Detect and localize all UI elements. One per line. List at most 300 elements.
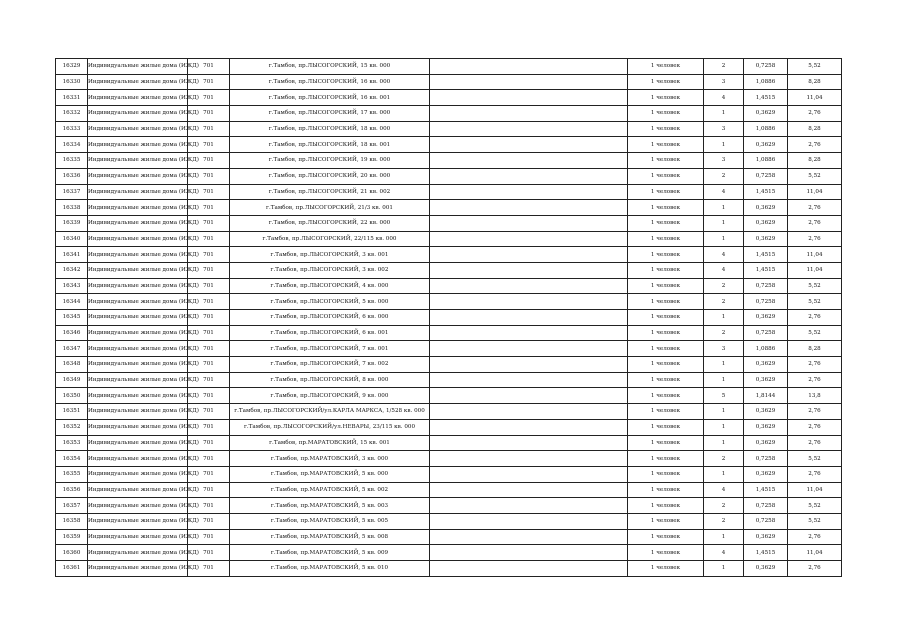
address-cell: г.Тамбов, пр.МАРАТОВСКИЙ, 5 кв. 009 xyxy=(230,545,430,561)
table-row xyxy=(56,466,842,482)
unit-cell: 1 человек xyxy=(628,435,704,451)
housing-type-cell: Индивидуальные жилые дома (ИЖД) xyxy=(88,482,188,498)
housing-type-cell: Индивидуальные жилые дома (ИЖД) xyxy=(88,262,188,278)
norm-volume-cell: 0,7258 xyxy=(744,294,788,310)
total-cell: 11,04 xyxy=(788,90,842,106)
unit-cell: 1 человек xyxy=(628,59,704,75)
row-id-cell: 16356 xyxy=(56,482,88,498)
blank-cell xyxy=(430,513,628,529)
address-cell: г.Тамбов, пр.МАРАТОВСКИЙ, 5 кв. 008 xyxy=(230,529,430,545)
address-cell: г.Тамбов, пр.МАРАТОВСКИЙ, 5 кв. 000 xyxy=(230,466,430,482)
total-cell: 2,76 xyxy=(788,529,842,545)
norm-volume-cell: 0,7258 xyxy=(744,278,788,294)
housing-type-cell: Индивидуальные жилые дома (ИЖД) xyxy=(88,466,188,482)
row-id-cell: 16348 xyxy=(56,357,88,373)
blank-cell xyxy=(430,153,628,169)
table-row xyxy=(56,168,842,184)
resident-count-cell: 5 xyxy=(704,388,744,404)
housing-type-cell: Индивидуальные жилые дома (ИЖД) xyxy=(88,310,188,326)
resident-count-cell: 3 xyxy=(704,74,744,90)
total-cell: 2,76 xyxy=(788,215,842,231)
total-cell: 2,76 xyxy=(788,372,842,388)
address-cell: г.Тамбов, пр.ЛЫСОГОРСКИЙ, 7 кв. 001 xyxy=(230,341,430,357)
address-cell: г.Тамбов, пр.ЛЫСОГОРСКИЙ, 19 кв. 000 xyxy=(230,153,430,169)
address-cell: г.Тамбов, пр.МАРАТОВСКИЙ, 3 кв. 000 xyxy=(230,451,430,467)
service-code-cell: 701 xyxy=(188,215,230,231)
blank-cell xyxy=(430,357,628,373)
unit-cell: 1 человек xyxy=(628,372,704,388)
norm-volume-cell: 1,4515 xyxy=(744,545,788,561)
housing-type-cell: Индивидуальные жилые дома (ИЖД) xyxy=(88,231,188,247)
address-cell: г.Тамбов, пр.ЛЫСОГОРСКИЙ, 18 кв. 001 xyxy=(230,137,430,153)
address-cell: г.Тамбов, пр.ЛЫСОГОРСКИЙ/ул.НЕВАРЫ, 23/115 кв. 000 xyxy=(230,419,430,435)
blank-cell xyxy=(430,247,628,263)
address-cell: г.Тамбов, пр.ЛЫСОГОРСКИЙ, 6 кв. 000 xyxy=(230,310,430,326)
housing-type-cell: Индивидуальные жилые дома (ИЖД) xyxy=(88,357,188,373)
resident-count-cell: 4 xyxy=(704,545,744,561)
address-cell: г.Тамбов, пр.ЛЫСОГОРСКИЙ, 17 кв. 000 xyxy=(230,106,430,122)
address-cell: г.Тамбов, пр.ЛЫСОГОРСКИЙ, 7 кв. 002 xyxy=(230,357,430,373)
service-code-cell: 701 xyxy=(188,435,230,451)
address-cell: г.Тамбов, пр.ЛЫСОГОРСКИЙ, 21/3 кв. 001 xyxy=(230,200,430,216)
service-code-cell: 701 xyxy=(188,529,230,545)
resident-count-cell: 1 xyxy=(704,215,744,231)
service-code-cell: 701 xyxy=(188,106,230,122)
row-id-cell: 16353 xyxy=(56,435,88,451)
unit-cell: 1 человек xyxy=(628,106,704,122)
unit-cell: 1 человек xyxy=(628,168,704,184)
resident-count-cell: 2 xyxy=(704,59,744,75)
housing-type-cell: Индивидуальные жилые дома (ИЖД) xyxy=(88,106,188,122)
resident-count-cell: 1 xyxy=(704,435,744,451)
table-row xyxy=(56,153,842,169)
resident-count-cell: 4 xyxy=(704,184,744,200)
housing-type-cell: Индивидуальные жилые дома (ИЖД) xyxy=(88,561,188,577)
total-cell: 5,52 xyxy=(788,59,842,75)
housing-type-cell: Индивидуальные жилые дома (ИЖД) xyxy=(88,215,188,231)
total-cell: 8,28 xyxy=(788,153,842,169)
address-cell: г.Тамбов, пр.ЛЫСОГОРСКИЙ, 3 кв. 002 xyxy=(230,262,430,278)
norm-volume-cell: 1,4515 xyxy=(744,90,788,106)
service-code-cell: 701 xyxy=(188,168,230,184)
table-row xyxy=(56,482,842,498)
blank-cell xyxy=(430,372,628,388)
service-code-cell: 701 xyxy=(188,466,230,482)
unit-cell: 1 человек xyxy=(628,482,704,498)
total-cell: 2,76 xyxy=(788,419,842,435)
total-cell: 2,76 xyxy=(788,466,842,482)
blank-cell xyxy=(430,278,628,294)
unit-cell: 1 человек xyxy=(628,278,704,294)
total-cell: 2,76 xyxy=(788,435,842,451)
row-id-cell: 16357 xyxy=(56,498,88,514)
housing-type-cell: Индивидуальные жилые дома (ИЖД) xyxy=(88,121,188,137)
address-cell: г.Тамбов, пр.МАРАТОВСКИЙ, 5 кв. 003 xyxy=(230,498,430,514)
blank-cell xyxy=(430,137,628,153)
table-row xyxy=(56,372,842,388)
service-code-cell: 701 xyxy=(188,74,230,90)
table-row xyxy=(56,341,842,357)
norm-volume-cell: 0,3629 xyxy=(744,419,788,435)
norm-volume-cell: 0,3629 xyxy=(744,561,788,577)
unit-cell: 1 человек xyxy=(628,262,704,278)
row-id-cell: 16360 xyxy=(56,545,88,561)
blank-cell xyxy=(430,168,628,184)
total-cell: 2,76 xyxy=(788,310,842,326)
housing-type-cell: Индивидуальные жилые дома (ИЖД) xyxy=(88,498,188,514)
service-code-cell: 701 xyxy=(188,310,230,326)
housing-type-cell: Индивидуальные жилые дома (ИЖД) xyxy=(88,153,188,169)
resident-count-cell: 1 xyxy=(704,231,744,247)
housing-type-cell: Индивидуальные жилые дома (ИЖД) xyxy=(88,545,188,561)
service-code-cell: 701 xyxy=(188,513,230,529)
table-row xyxy=(56,106,842,122)
row-id-cell: 16332 xyxy=(56,106,88,122)
norm-volume-cell: 0,3629 xyxy=(744,404,788,420)
resident-count-cell: 1 xyxy=(704,357,744,373)
table-row xyxy=(56,310,842,326)
service-code-cell: 701 xyxy=(188,137,230,153)
norm-volume-cell: 1,8144 xyxy=(744,388,788,404)
norm-volume-cell: 0,3629 xyxy=(744,357,788,373)
unit-cell: 1 человек xyxy=(628,325,704,341)
total-cell: 2,76 xyxy=(788,357,842,373)
row-id-cell: 16349 xyxy=(56,372,88,388)
table-row xyxy=(56,451,842,467)
total-cell: 5,52 xyxy=(788,451,842,467)
row-id-cell: 16344 xyxy=(56,294,88,310)
row-id-cell: 16334 xyxy=(56,137,88,153)
housing-type-cell: Индивидуальные жилые дома (ИЖД) xyxy=(88,200,188,216)
unit-cell: 1 человек xyxy=(628,419,704,435)
row-id-cell: 16338 xyxy=(56,200,88,216)
norm-volume-cell: 0,3629 xyxy=(744,466,788,482)
norm-volume-cell: 1,0886 xyxy=(744,153,788,169)
address-cell: г.Тамбов, пр.ЛЫСОГОРСКИЙ, 16 кв. 001 xyxy=(230,90,430,106)
resident-count-cell: 1 xyxy=(704,529,744,545)
unit-cell: 1 человек xyxy=(628,388,704,404)
unit-cell: 1 человек xyxy=(628,215,704,231)
norm-volume-cell: 1,0886 xyxy=(744,121,788,137)
resident-count-cell: 1 xyxy=(704,106,744,122)
blank-cell xyxy=(430,231,628,247)
blank-cell xyxy=(430,325,628,341)
row-id-cell: 16336 xyxy=(56,168,88,184)
table-row xyxy=(56,357,842,373)
resident-count-cell: 3 xyxy=(704,341,744,357)
housing-type-cell: Индивидуальные жилые дома (ИЖД) xyxy=(88,168,188,184)
service-code-cell: 701 xyxy=(188,419,230,435)
row-id-cell: 16342 xyxy=(56,262,88,278)
norm-volume-cell: 0,3629 xyxy=(744,310,788,326)
row-id-cell: 16341 xyxy=(56,247,88,263)
norm-volume-cell: 1,4515 xyxy=(744,184,788,200)
unit-cell: 1 человек xyxy=(628,498,704,514)
housing-type-cell: Индивидуальные жилые дома (ИЖД) xyxy=(88,513,188,529)
table-row xyxy=(56,561,842,577)
total-cell: 8,28 xyxy=(788,341,842,357)
row-id-cell: 16339 xyxy=(56,215,88,231)
unit-cell: 1 человек xyxy=(628,513,704,529)
table-row xyxy=(56,388,842,404)
total-cell: 5,52 xyxy=(788,325,842,341)
housing-type-cell: Индивидуальные жилые дома (ИЖД) xyxy=(88,137,188,153)
address-cell: г.Тамбов, пр.ЛЫСОГОРСКИЙ, 22 кв. 000 xyxy=(230,215,430,231)
blank-cell xyxy=(430,200,628,216)
housing-type-cell: Индивидуальные жилые дома (ИЖД) xyxy=(88,435,188,451)
address-cell: г.Тамбов, пр.ЛЫСОГОРСКИЙ, 16 кв. 000 xyxy=(230,74,430,90)
row-id-cell: 16351 xyxy=(56,404,88,420)
service-code-cell: 701 xyxy=(188,121,230,137)
blank-cell xyxy=(430,90,628,106)
row-id-cell: 16361 xyxy=(56,561,88,577)
blank-cell xyxy=(430,435,628,451)
resident-count-cell: 1 xyxy=(704,372,744,388)
total-cell: 2,76 xyxy=(788,561,842,577)
address-cell: г.Тамбов, пр.ЛЫСОГОРСКИЙ, 3 кв. 001 xyxy=(230,247,430,263)
norm-volume-cell: 0,7258 xyxy=(744,168,788,184)
blank-cell xyxy=(430,498,628,514)
row-id-cell: 16359 xyxy=(56,529,88,545)
norm-volume-cell: 1,4515 xyxy=(744,262,788,278)
row-id-cell: 16346 xyxy=(56,325,88,341)
service-code-cell: 701 xyxy=(188,59,230,75)
row-id-cell: 16343 xyxy=(56,278,88,294)
service-code-cell: 701 xyxy=(188,247,230,263)
blank-cell xyxy=(430,74,628,90)
total-cell: 8,28 xyxy=(788,121,842,137)
housing-type-cell: Индивидуальные жилые дома (ИЖД) xyxy=(88,278,188,294)
blank-cell xyxy=(430,121,628,137)
housing-type-cell: Индивидуальные жилые дома (ИЖД) xyxy=(88,247,188,263)
service-code-cell: 701 xyxy=(188,372,230,388)
row-id-cell: 16352 xyxy=(56,419,88,435)
resident-count-cell: 3 xyxy=(704,153,744,169)
housing-type-cell: Индивидуальные жилые дома (ИЖД) xyxy=(88,184,188,200)
blank-cell xyxy=(430,482,628,498)
service-code-cell: 701 xyxy=(188,153,230,169)
total-cell: 13,8 xyxy=(788,388,842,404)
service-code-cell: 701 xyxy=(188,404,230,420)
service-code-cell: 701 xyxy=(188,561,230,577)
resident-count-cell: 1 xyxy=(704,466,744,482)
housing-type-cell: Индивидуальные жилые дома (ИЖД) xyxy=(88,90,188,106)
total-cell: 2,76 xyxy=(788,106,842,122)
norm-volume-cell: 0,3629 xyxy=(744,529,788,545)
address-cell: г.Тамбов, пр.ЛЫСОГОРСКИЙ, 15 кв. 000 xyxy=(230,59,430,75)
blank-cell xyxy=(430,419,628,435)
table-row xyxy=(56,231,842,247)
service-code-cell: 701 xyxy=(188,341,230,357)
blank-cell xyxy=(430,388,628,404)
total-cell: 2,76 xyxy=(788,231,842,247)
blank-cell xyxy=(430,451,628,467)
housing-type-cell: Индивидуальные жилые дома (ИЖД) xyxy=(88,294,188,310)
service-code-cell: 701 xyxy=(188,357,230,373)
total-cell: 11,04 xyxy=(788,482,842,498)
unit-cell: 1 человек xyxy=(628,200,704,216)
service-code-cell: 701 xyxy=(188,294,230,310)
resident-count-cell: 2 xyxy=(704,294,744,310)
resident-count-cell: 4 xyxy=(704,482,744,498)
table-row xyxy=(56,325,842,341)
blank-cell xyxy=(430,215,628,231)
blank-cell xyxy=(430,106,628,122)
resident-count-cell: 2 xyxy=(704,498,744,514)
total-cell: 11,04 xyxy=(788,184,842,200)
table-row xyxy=(56,90,842,106)
norm-volume-cell: 0,7258 xyxy=(744,498,788,514)
row-id-cell: 16358 xyxy=(56,513,88,529)
row-id-cell: 16329 xyxy=(56,59,88,75)
table-row xyxy=(56,294,842,310)
table-row xyxy=(56,137,842,153)
address-cell: г.Тамбов, пр.ЛЫСОГОРСКИЙ, 18 кв. 000 xyxy=(230,121,430,137)
unit-cell: 1 человек xyxy=(628,153,704,169)
unit-cell: 1 человек xyxy=(628,545,704,561)
resident-count-cell: 1 xyxy=(704,310,744,326)
unit-cell: 1 человек xyxy=(628,529,704,545)
table-row xyxy=(56,529,842,545)
service-code-cell: 701 xyxy=(188,545,230,561)
total-cell: 11,04 xyxy=(788,262,842,278)
registry-body xyxy=(56,59,842,577)
resident-count-cell: 1 xyxy=(704,419,744,435)
resident-count-cell: 1 xyxy=(704,200,744,216)
norm-volume-cell: 0,3629 xyxy=(744,200,788,216)
row-id-cell: 16337 xyxy=(56,184,88,200)
address-cell: г.Тамбов, пр.ЛЫСОГОРСКИЙ, 9 кв. 000 xyxy=(230,388,430,404)
total-cell: 11,04 xyxy=(788,545,842,561)
total-cell: 2,76 xyxy=(788,200,842,216)
housing-type-cell: Индивидуальные жилые дома (ИЖД) xyxy=(88,388,188,404)
housing-type-cell: Индивидуальные жилые дома (ИЖД) xyxy=(88,74,188,90)
norm-volume-cell: 0,3629 xyxy=(744,372,788,388)
blank-cell xyxy=(430,561,628,577)
norm-volume-cell: 0,3629 xyxy=(744,231,788,247)
unit-cell: 1 человек xyxy=(628,404,704,420)
table-row xyxy=(56,419,842,435)
address-cell: г.Тамбов, пр.ЛЫСОГОРСКИЙ, 6 кв. 001 xyxy=(230,325,430,341)
service-code-cell: 701 xyxy=(188,262,230,278)
resident-count-cell: 4 xyxy=(704,262,744,278)
row-id-cell: 16350 xyxy=(56,388,88,404)
norm-volume-cell: 0,7258 xyxy=(744,325,788,341)
resident-count-cell: 3 xyxy=(704,121,744,137)
address-cell: г.Тамбов, пр.МАРАТОВСКИЙ, 5 кв. 010 xyxy=(230,561,430,577)
blank-cell xyxy=(430,545,628,561)
service-code-cell: 701 xyxy=(188,498,230,514)
table-row xyxy=(56,59,842,75)
address-cell: г.Тамбов, пр.ЛЫСОГОРСКИЙ/ул.КАРЛА МАРКСА, 1/528 кв. 000 xyxy=(230,404,430,420)
norm-volume-cell: 1,4515 xyxy=(744,247,788,263)
table-row xyxy=(56,404,842,420)
unit-cell: 1 человек xyxy=(628,121,704,137)
registry-table xyxy=(55,58,842,577)
unit-cell: 1 человек xyxy=(628,561,704,577)
table-row xyxy=(56,200,842,216)
table-row xyxy=(56,435,842,451)
table-row xyxy=(56,184,842,200)
unit-cell: 1 человек xyxy=(628,451,704,467)
row-id-cell: 16335 xyxy=(56,153,88,169)
total-cell: 5,52 xyxy=(788,513,842,529)
resident-count-cell: 1 xyxy=(704,404,744,420)
unit-cell: 1 человек xyxy=(628,247,704,263)
service-code-cell: 701 xyxy=(188,184,230,200)
total-cell: 11,04 xyxy=(788,247,842,263)
service-code-cell: 701 xyxy=(188,388,230,404)
address-cell: г.Тамбов, пр.МАРАТОВСКИЙ, 5 кв. 005 xyxy=(230,513,430,529)
resident-count-cell: 2 xyxy=(704,278,744,294)
table-row xyxy=(56,262,842,278)
housing-type-cell: Индивидуальные жилые дома (ИЖД) xyxy=(88,325,188,341)
norm-volume-cell: 0,7258 xyxy=(744,451,788,467)
blank-cell xyxy=(430,262,628,278)
unit-cell: 1 человек xyxy=(628,466,704,482)
unit-cell: 1 человек xyxy=(628,231,704,247)
norm-volume-cell: 0,3629 xyxy=(744,435,788,451)
total-cell: 2,76 xyxy=(788,404,842,420)
norm-volume-cell: 1,0886 xyxy=(744,341,788,357)
blank-cell xyxy=(430,529,628,545)
resident-count-cell: 4 xyxy=(704,247,744,263)
address-cell: г.Тамбов, пр.ЛЫСОГОРСКИЙ, 20 кв. 000 xyxy=(230,168,430,184)
table-row xyxy=(56,545,842,561)
row-id-cell: 16330 xyxy=(56,74,88,90)
blank-cell xyxy=(430,466,628,482)
housing-type-cell: Индивидуальные жилые дома (ИЖД) xyxy=(88,451,188,467)
blank-cell xyxy=(430,294,628,310)
resident-count-cell: 1 xyxy=(704,137,744,153)
resident-count-cell: 2 xyxy=(704,168,744,184)
resident-count-cell: 1 xyxy=(704,561,744,577)
table-row xyxy=(56,247,842,263)
resident-count-cell: 2 xyxy=(704,325,744,341)
address-cell: г.Тамбов, пр.МАРАТОВСКИЙ, 5 кв. 002 xyxy=(230,482,430,498)
norm-volume-cell: 0,3629 xyxy=(744,137,788,153)
table-row xyxy=(56,513,842,529)
unit-cell: 1 человек xyxy=(628,90,704,106)
housing-type-cell: Индивидуальные жилые дома (ИЖД) xyxy=(88,419,188,435)
total-cell: 5,52 xyxy=(788,168,842,184)
row-id-cell: 16347 xyxy=(56,341,88,357)
blank-cell xyxy=(430,341,628,357)
unit-cell: 1 человек xyxy=(628,137,704,153)
unit-cell: 1 человек xyxy=(628,184,704,200)
housing-type-cell: Индивидуальные жилые дома (ИЖД) xyxy=(88,372,188,388)
housing-type-cell: Индивидуальные жилые дома (ИЖД) xyxy=(88,404,188,420)
address-cell: г.Тамбов, пр.ЛЫСОГОРСКИЙ, 4 кв. 000 xyxy=(230,278,430,294)
unit-cell: 1 человек xyxy=(628,74,704,90)
norm-volume-cell: 1,0886 xyxy=(744,74,788,90)
blank-cell xyxy=(430,310,628,326)
service-code-cell: 701 xyxy=(188,200,230,216)
resident-count-cell: 2 xyxy=(704,513,744,529)
blank-cell xyxy=(430,59,628,75)
table-row xyxy=(56,121,842,137)
row-id-cell: 16333 xyxy=(56,121,88,137)
housing-type-cell: Индивидуальные жилые дома (ИЖД) xyxy=(88,341,188,357)
table-row xyxy=(56,215,842,231)
service-code-cell: 701 xyxy=(188,231,230,247)
table-row xyxy=(56,74,842,90)
norm-volume-cell: 0,7258 xyxy=(744,59,788,75)
unit-cell: 1 человек xyxy=(628,357,704,373)
norm-volume-cell: 0,7258 xyxy=(744,513,788,529)
row-id-cell: 16331 xyxy=(56,90,88,106)
norm-volume-cell: 1,4515 xyxy=(744,482,788,498)
